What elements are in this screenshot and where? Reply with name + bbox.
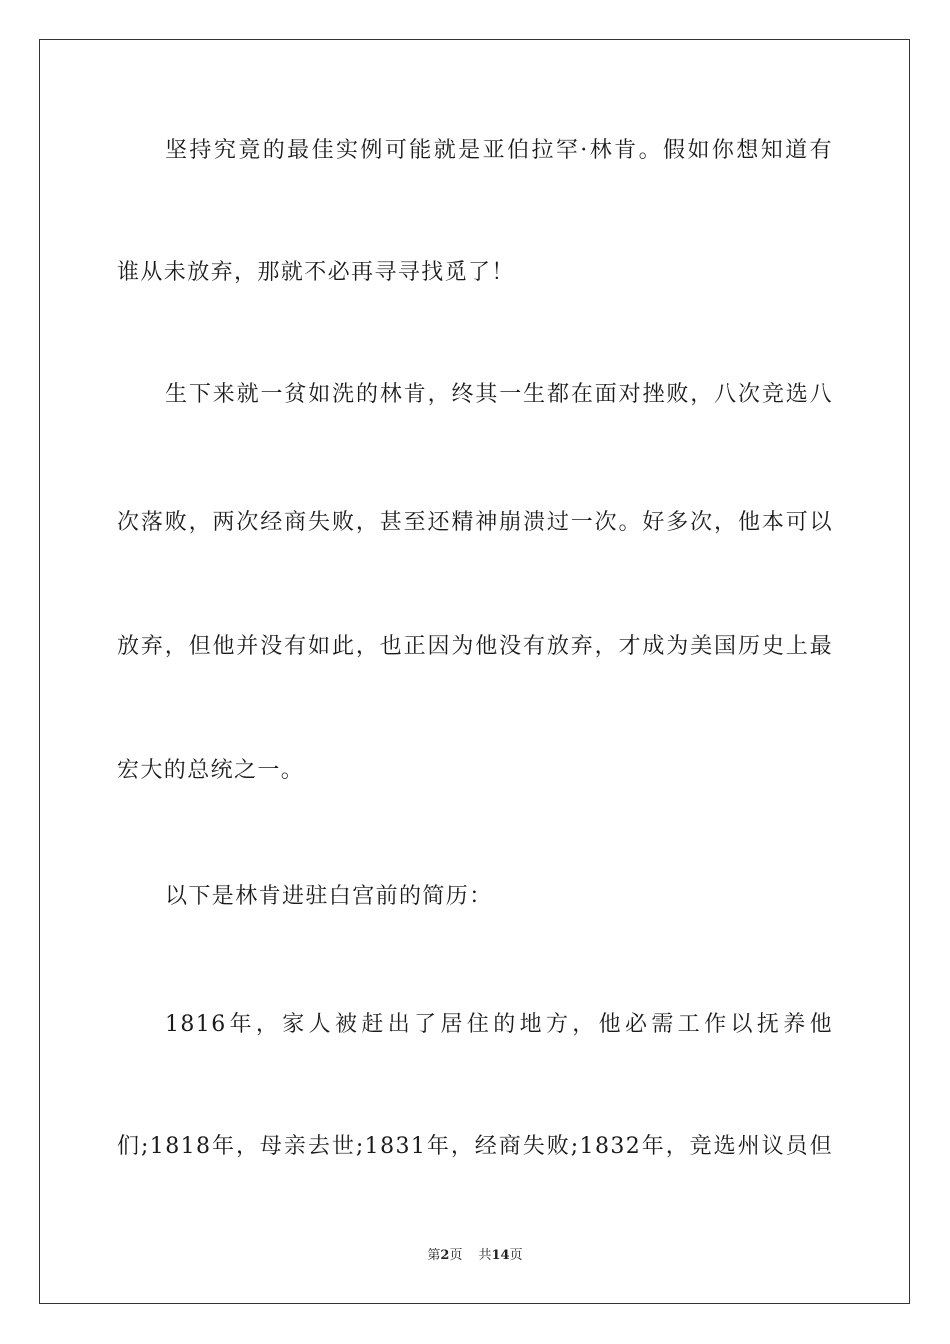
paragraph-4-line-1: 1816年，家人被赶出了居住的地方，他必需工作以抚养他 [165,1012,833,1037]
paragraph-4-line-2: 们;1818年，母亲去世;1831年，经商失败;1832年，竞选州议员但 [117,1134,833,1159]
paragraph-2-line-3: 放弃，但他并没有如此，也正因为他没有放弃，才成为美国历史上最 [117,634,833,659]
footer-total-pages: 14 [491,1248,510,1263]
footer-page-prefix: 第 [427,1248,441,1263]
page-border [39,39,910,1304]
footer-total-prefix: 共 [478,1248,492,1263]
paragraph-2-line-4: 宏大的总统之一。 [117,758,305,783]
paragraph-2-line-1: 生下来就一贫如洗的林肯，终其一生都在面对挫败，八次竞选八 [165,382,833,407]
paragraph-3-line-1: 以下是林肯进驻白宫前的简历： [165,884,493,909]
page-footer [0,1247,950,1265]
footer-total-suffix: 页 [509,1248,523,1263]
paragraph-1-line-1: 坚持究竟的最佳实例可能就是亚伯拉罕·林肯。假如你想知道有 [165,138,833,163]
footer-page-suffix: 页 [449,1248,463,1263]
paragraph-1-line-2: 谁从未放弃，那就不必再寻寻找觅了！ [117,260,515,285]
footer-page-number: 2 [440,1248,450,1263]
paragraph-2-line-2: 次落败，两次经商失败，甚至还精神崩溃过一次。好多次，他本可以 [117,510,833,535]
